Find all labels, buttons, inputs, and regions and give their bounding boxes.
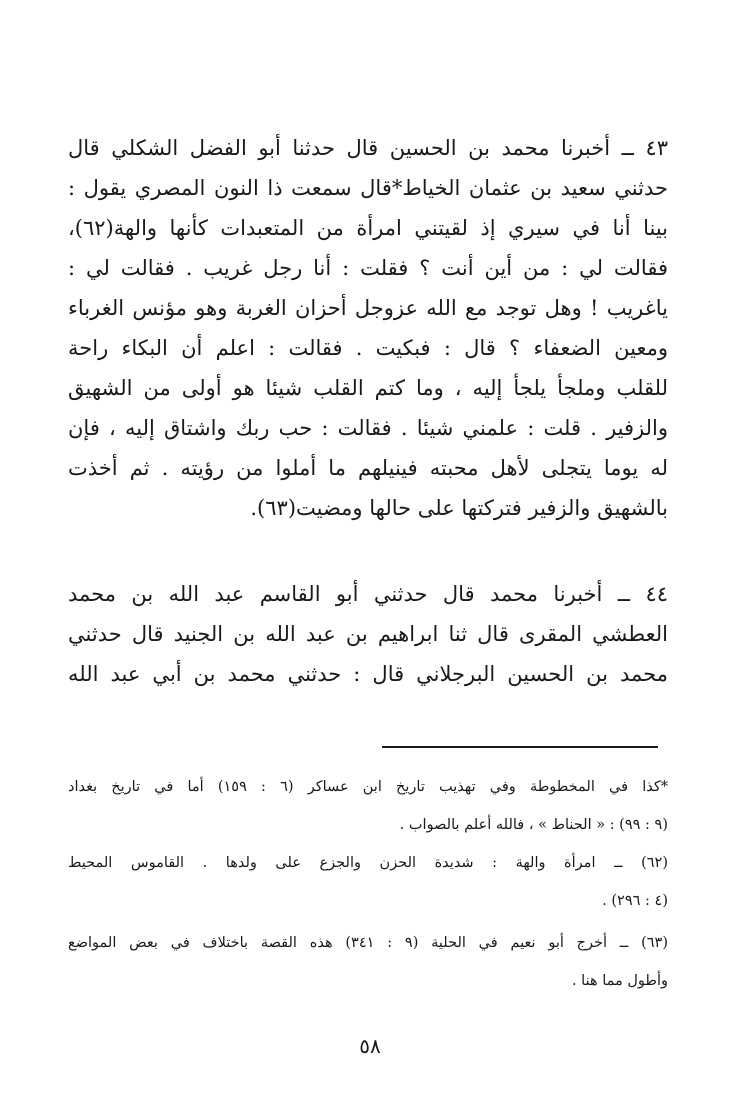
text-line: العطشي المقرى قال ثنا ابراهيم بن عبد الله بن الجنيد قال حدثني: [68, 622, 668, 646]
text-line: للقلب وملجأ يلجأ إليه ، وما كتم القلب شيئا هو أولى من الشهيق: [68, 376, 668, 400]
text-line: بالشهيق والزفير فتركتها على حالها ومضيت(٦٣).: [250, 496, 668, 520]
footnote-line: (٤ : ٢٩٦) .: [602, 893, 668, 909]
text-line: محمد بن الحسين البرجلاني قال : حدثني محمد بن أبي عبد الله: [68, 662, 668, 686]
footnote-line: وأطول مما هنا .: [571, 973, 668, 989]
footnote-separator: [382, 746, 658, 748]
footnote-line: *كذا في المخطوطة وفي تهذيب تاريخ ابن عساكر (٦ : ١٥٩) أما في تاريخ بغداد: [68, 779, 668, 795]
text-line: حدثني سعيد بن عثمان الخياط*قال سمعت ذا النون المصري يقول :: [68, 176, 668, 200]
text-line: ٤٣ ــ أخبرنا محمد بن الحسين قال حدثنا أبو الفضل الشكلي قال: [68, 136, 668, 160]
text-line: فقالت لي : من أين أنت ؟ فقلت : أنا رجل غريب . فقالت لي :: [68, 256, 668, 280]
footnote-line: (٦٢) ــ امرأة والهة : شديدة الحزن والجزع على ولدها . القاموس المحيط: [68, 855, 668, 871]
text-line: له يوما يتجلى لأهل محبته فينيلهم ما أملوا من رؤيته . ثم أخذت: [68, 456, 668, 480]
footnote-line: (٦٣) ــ أخرج أبو نعيم في الحلية (٩ : ٣٤١) هذه القصة باختلاف في بعض المواضع: [68, 935, 668, 951]
text-line: ٤٤ ــ أخبرنا محمد قال حدثني أبو القاسم عبد الله بن محمد: [68, 582, 668, 606]
text-line: ومعين الضعفاء ؟ قال : فبكيت . فقالت : اعلم أن البكاء راحة: [68, 336, 668, 360]
text-line: ياغريب ! وهل توجد مع الله عزوجل أحزان الغربة وهو مؤنس الغرباء: [68, 296, 668, 320]
footnote-line: (٩ : ٩٩) : « الحناط » ، فالله أعلم بالصواب .: [399, 817, 668, 833]
page-number: ٥٨: [359, 1034, 381, 1058]
text-line: والزفير . قلت : علمني شيئا . فقالت : حب ربك واشتاق إليه ، فإن: [68, 416, 668, 440]
text-line: بينا أنا في سيري إذ لقيتني امرأة من المتعبدات كأنها والهة(٦٢)،: [68, 216, 668, 240]
